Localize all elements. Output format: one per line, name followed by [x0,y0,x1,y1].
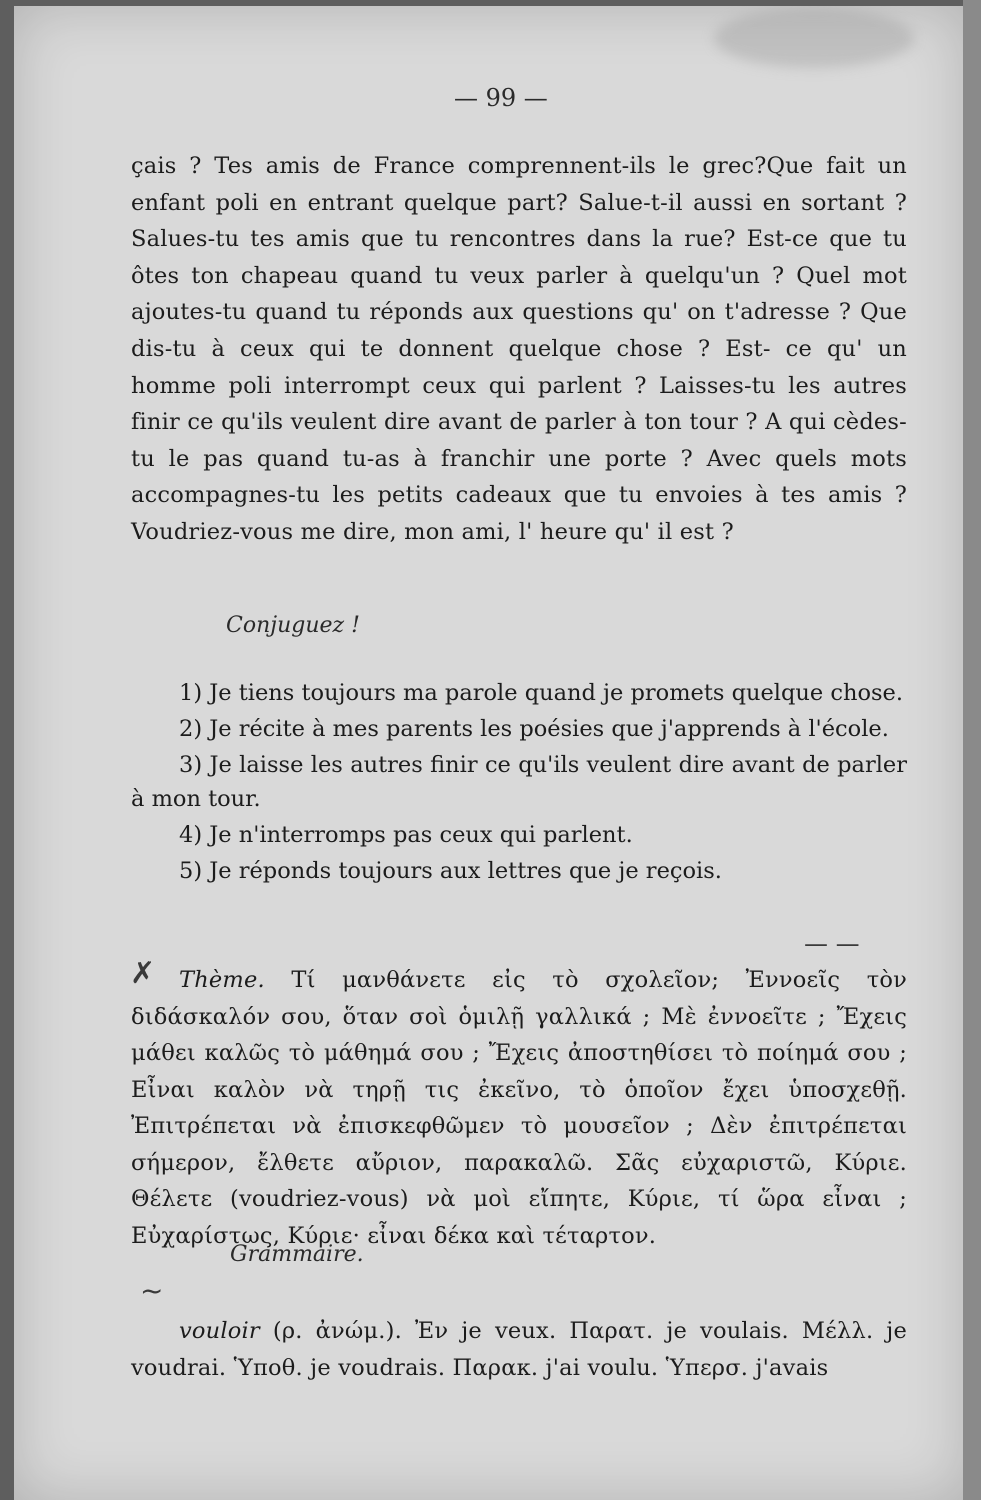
grammaire-heading: Grammaire. [230,1242,364,1267]
conjugation-item: 1) Je tiens toujours ma parole quand je promets quelque chose. [179,680,904,706]
theme-block [131,962,907,1254]
grammaire-lead: vouloir [179,1318,260,1344]
page-number: — 99 — [454,84,548,112]
theme-text: Τί μανθάνετε εἰς τὸ σχολεῖον; Ἐννοεῖς τὸν διδάσκαλόν σου, ὅταν σοὶ ὁμιλῇ γαλλικά ; Μὲ ἐννοεῖτε ; Ἔχεις μάθει καλῶς τὸ μάθημά σου ; Ἔχεις ἀποστηθίσει τὸ ποίημά σου ; Εἶναι καλὸν νὰ τηρῇ τις ἐκεῖνο, τὸ ὁποῖον ἔχει ὑποσχεθῇ. Ἐπιτρέπεται νὰ ἐπισκεφθῶμεν τὸ μουσεῖον ; Δὲν ἐπιτρέπεται σήμερον, ἔλθετε αὔριον, παρακαλῶ. Σᾶς εὐχαριστῶ, Κύριε. Θέλετε (voudriez-vous) νὰ μοὶ εἴπητε, Κύριε, τί ὥρα εἶναι ; Εὐχαρίστως, Κύριε· εἶναι δέκα καὶ τέταρτον. [131,967,907,1249]
questions-block [131,148,907,551]
conjuguez-heading: Conjuguez ! [226,613,360,638]
grammaire-text: (ρ. ἀνώμ.). Ἐν je veux. Παρατ. je voulais. Μέλλ. je voudrai. Ὑποθ. je voudrais. Παρακ. j'ai voulu. Ὑπερσ. j'avais [131,1318,907,1381]
grammaire-paragraph [131,1313,907,1386]
handwritten-dash-mark: — — [804,930,860,958]
book-binding-edge [963,0,981,1500]
theme-paragraph [131,962,907,1254]
book-page [14,6,966,1500]
questions-paragraph: çais ? Tes amis de France comprennent-ils le grec?Que fait un enfant poli en entrant quelque part? Salue-t-il aussi en sortant ? Salues-tu tes amis que tu rencontres dans la rue? Est-ce que tu ôtes ton chapeau quand tu veux parler à quelqu'un ? Quel mot ajoutes-tu quand tu réponds aux questions qu' on t'adresse ? Que dis-tu à ceux qui te donnent quelque chose ? Est- ce qu' un homme poli interrompt ceux qui parlent ? Laisses-tu les autres finir ce qu'ils veulent dire avant de parler à ton tour ? A qui cèdes-tu le pas quand tu-as à franchir une porte ? Avec quels mots accompagnes-tu les petits cadeaux que tu envoies à tes amis ? Voudriez-vous me dire, mon ami, l' heure qu' il est ? [131,153,907,545]
conjuguez-list [131,676,907,890]
handwritten-margin-mark: ~ [140,1274,164,1307]
conjugation-item: 2) Je récite à mes parents les poésies que j'apprends à l'école. [179,716,889,742]
conjugation-item: 3) Je laisse les autres finir ce qu'ils veulent dire avant de parler à mon tour. [131,752,907,812]
grammaire-block [131,1313,907,1386]
page-stain [714,8,914,68]
conjugation-item: 5) Je réponds toujours aux lettres que je reçois. [179,858,722,884]
conjugation-item: 4) Je n'interromps pas ceux qui parlent. [179,822,633,848]
handwritten-cross-mark: ✗ [130,956,156,991]
theme-label: Thème. [179,967,265,993]
